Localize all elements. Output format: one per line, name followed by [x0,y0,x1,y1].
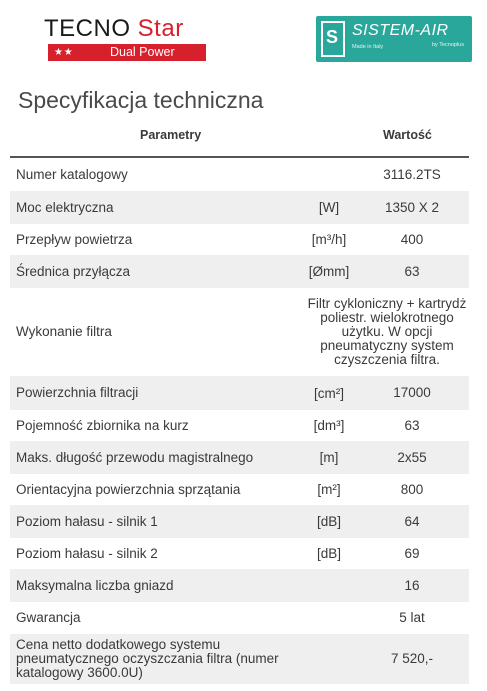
brand-word-tecno: TECNO [44,15,131,42]
row-param: Maks. długość przewodu magistralnego [16,449,254,465]
table-row [10,191,469,224]
row-value: 1350 X 2 [384,199,440,215]
row-param: Przepływ powietrza [16,231,133,247]
row-param: Gwarancja [16,610,81,625]
row-value: 63 [404,263,420,279]
table-row [10,158,469,191]
header-value: Wartość [383,128,432,142]
row-param: Orientacyjna powierzchnia sprzątania [16,481,241,497]
row-value: 63 [404,417,420,433]
table-row [10,410,469,441]
row-unit: [m³/h] [311,232,347,247]
sistem-air-tagline: Made in Italy [352,44,384,50]
row-unit: [dm³] [313,418,345,433]
table-row [10,602,469,634]
row-value: 800 [400,481,424,497]
row-unit: [dB] [316,546,341,561]
table-row [10,474,469,505]
spec-table [10,158,469,684]
table-row [10,288,469,376]
row-param: Powierzchnia filtracji [16,385,139,400]
row-param: Cena netto dodatkowego systemu pneumatycznego oczyszczania filtra (numer katalogowy 3600.0U) [16,637,279,680]
row-unit: [m²] [317,482,341,497]
brand-word-star: Star [137,15,184,42]
row-value: 16 [404,577,420,593]
sistem-air-name: SISTEM-AIR [352,22,449,39]
dual-power-label: Dual Power [110,45,175,59]
row-value: 64 [404,513,420,529]
table-row [10,255,469,288]
row-unit: [m] [319,450,339,465]
sistem-air-logo [316,16,472,62]
sistem-air-mark-icon: S [321,21,345,57]
row-param: Moc elektryczna [16,199,114,215]
row-value: 2x55 [397,449,427,465]
table-row [10,634,469,684]
row-unit: [W] [318,200,340,215]
row-unit [299,602,359,634]
row-param: Maksymalna liczba gniazd [16,577,174,593]
row-unit [299,634,359,684]
table-row [10,538,469,569]
row-param: Poziom hałasu - silnik 2 [16,545,158,561]
dual-power-badge [48,44,206,61]
row-unit [299,158,359,191]
row-param: Numer katalogowy [16,166,128,182]
star-icons: ★ ★ [54,47,72,58]
row-value: 5 lat [399,610,425,625]
row-value: 69 [404,545,420,561]
row-value: 17000 [393,385,431,400]
table-row [10,376,469,410]
row-unit: [dB] [316,514,341,529]
table-header [10,118,469,156]
sistem-air-byline: by Tecnoplus [431,42,464,48]
row-param: Poziom hałasu - silnik 1 [16,513,158,529]
page-title: Specyfikacja techniczna [18,87,264,113]
row-unit: [Ømm] [308,264,350,279]
row-unit: [cm²] [314,385,344,401]
table-row [10,441,469,474]
header-parameters: Parametry [140,128,202,142]
row-value: 3116.2TS [383,166,441,182]
tecno-star-wordmark [44,16,206,42]
row-value: Filtr cykloniczny + kartrydż poliestr. wielokrotnego użytku. W opcji pneumatyczny system czyszczenia filtra. [307,296,467,367]
row-value: 7 520,- [390,651,434,666]
table-row [10,224,469,255]
row-param: Średnica przyłącza [16,263,131,279]
row-param: Wykonanie filtra [16,324,112,339]
row-param: Pojemność zbiornika na kurz [16,417,189,433]
table-row [10,569,469,602]
row-unit [299,569,359,602]
table-row [10,505,469,538]
header [0,0,487,80]
tecno-star-logo [44,16,206,61]
row-value: 400 [400,231,424,247]
